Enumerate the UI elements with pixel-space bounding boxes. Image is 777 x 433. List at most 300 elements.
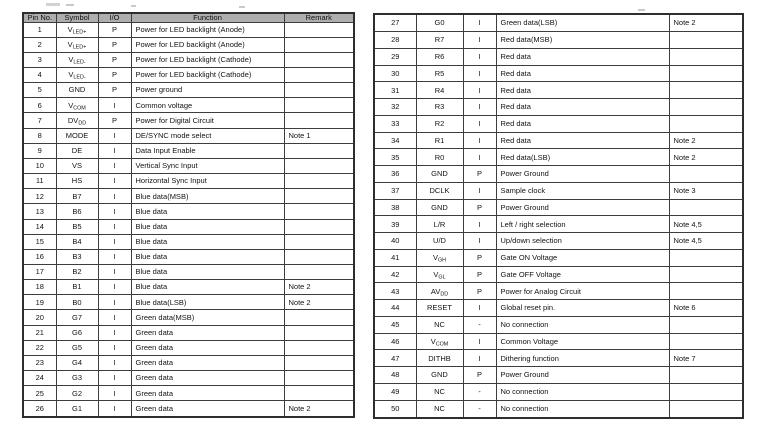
io-cell: I [98,325,131,340]
function-cell: Red data [496,99,669,116]
remark-cell [669,283,743,300]
pin-no-cell: 20 [23,310,56,325]
function-cell: Red data [496,132,669,149]
io-cell: I [98,219,131,234]
remark-cell [284,143,354,158]
symbol-cell: B6 [56,204,98,219]
symbol-cell: VS [56,158,98,173]
io-cell: I [98,234,131,249]
pin-no-cell: 45 [374,316,416,333]
pin-no-cell: 17 [23,265,56,280]
pin-no-cell: 37 [374,182,416,199]
function-cell: Blue data [131,249,284,264]
function-cell: Blue data [131,204,284,219]
io-cell: I [463,14,496,32]
remark-cell [669,65,743,82]
symbol-cell: GND [56,83,98,98]
pin-no-cell: 12 [23,189,56,204]
remark-cell [284,249,354,264]
io-cell: I [463,350,496,367]
symbol-cell: B4 [56,234,98,249]
remark-cell [284,52,354,67]
remark-cell [284,158,354,173]
remark-cell [284,219,354,234]
symbol-cell: B1 [56,280,98,295]
symbol-cell: L/R [416,216,463,233]
io-cell: - [463,316,496,333]
function-cell: Power for LED backlight (Anode) [131,37,284,52]
symbol-cell: R7 [416,32,463,49]
remark-cell [284,340,354,355]
pin-row [23,52,354,67]
io-cell: I [98,249,131,264]
pin-row [374,149,743,166]
pin-no-cell: 42 [374,266,416,283]
io-cell: I [463,48,496,65]
pin-no-cell: 14 [23,219,56,234]
function-cell: DE/SYNC mode select [131,128,284,143]
symbol-cell: HS [56,174,98,189]
pin-row [374,115,743,132]
function-cell: Green data [131,371,284,386]
symbol-cell: DCLK [416,182,463,199]
remark-cell: Note 7 [669,350,743,367]
symbol-cell: B5 [56,219,98,234]
remark-cell [669,383,743,400]
pin-no-cell: 29 [374,48,416,65]
pin-no-cell: 36 [374,166,416,183]
pin-row [23,325,354,340]
symbol-cell: G6 [56,325,98,340]
io-cell: I [98,174,131,189]
pin-no-cell: 50 [374,400,416,418]
function-cell: Red data [496,82,669,99]
io-cell: I [98,158,131,173]
io-cell: P [98,67,131,82]
pin-row [374,233,743,250]
remark-cell: Note 2 [669,14,743,32]
symbol-cell: R0 [416,149,463,166]
remark-cell [284,371,354,386]
pin-row [23,83,354,98]
pin-no-cell: 43 [374,283,416,300]
pin-row [374,216,743,233]
function-cell: Power for LED backlight (Cathode) [131,67,284,82]
function-cell: Blue data(LSB) [131,295,284,310]
pin-row [23,158,354,173]
pin-no-cell: 39 [374,216,416,233]
symbol-cell: $DV_{DD}$ [56,113,98,128]
function-cell: No connection [496,400,669,418]
function-cell: Blue data [131,280,284,295]
pin-no-cell: 26 [23,401,56,417]
pin-row [374,82,743,99]
io-cell: I [98,189,131,204]
remark-cell [284,355,354,370]
function-cell: Gate ON Voltage [496,249,669,266]
function-cell: Power for LED backlight (Cathode) [131,52,284,67]
pin-no-cell: 47 [374,350,416,367]
pin-row [374,249,743,266]
pin-no-cell: 9 [23,143,56,158]
symbol-cell: NC [416,316,463,333]
remark-cell: Note 4,5 [669,233,743,250]
pin-no-cell: 3 [23,52,56,67]
scan-artifact [46,3,60,6]
symbol-cell: $V_{LED+}$ [56,37,98,52]
pin-no-cell: 19 [23,295,56,310]
pin-no-cell: 25 [23,386,56,401]
io-cell: - [463,400,496,418]
symbol-cell: NC [416,400,463,418]
pin-row [23,280,354,295]
pin-no-cell: 33 [374,115,416,132]
remark-cell [284,204,354,219]
remark-cell [669,367,743,384]
symbol-cell: B0 [56,295,98,310]
symbol-cell: G0 [416,14,463,32]
pin-no-cell: 11 [23,174,56,189]
remark-cell [669,400,743,418]
pin-row [23,98,354,113]
symbol-cell: G4 [56,355,98,370]
symbol-cell: GND [416,199,463,216]
symbol-cell: B7 [56,189,98,204]
remark-cell [284,37,354,52]
io-cell: I [98,128,131,143]
col-header-pin: Pin No. [23,13,56,22]
io-cell: I [98,280,131,295]
pin-row [374,383,743,400]
pin-row [23,310,354,325]
pin-row [23,386,354,401]
function-cell: Vertical Sync Input [131,158,284,173]
function-cell: Common voltage [131,98,284,113]
pin-row [23,234,354,249]
remark-cell: Note 2 [669,149,743,166]
remark-cell [669,115,743,132]
remark-cell [669,266,743,283]
function-cell: Red data(LSB) [496,149,669,166]
pin-no-cell: 5 [23,83,56,98]
io-cell: P [98,83,131,98]
symbol-cell: NC [416,383,463,400]
symbol-cell: $AV_{DD}$ [416,283,463,300]
remark-cell [284,22,354,37]
pin-row [374,316,743,333]
symbol-cell: $V_{COM}$ [56,98,98,113]
pin-no-cell: 15 [23,234,56,249]
pin-row [23,340,354,355]
pin-no-cell: 27 [374,14,416,32]
remark-cell [669,48,743,65]
symbol-cell: G5 [56,340,98,355]
function-cell: Green data [131,340,284,355]
function-cell: Green data [131,355,284,370]
pin-table-body [374,14,743,418]
pin-no-cell: 21 [23,325,56,340]
pin-row [23,249,354,264]
scan-artifact [66,4,74,6]
io-cell: P [98,52,131,67]
pin-no-cell: 24 [23,371,56,386]
pin-no-cell: 23 [23,355,56,370]
function-cell: Power Ground [496,367,669,384]
scan-artifact [131,5,136,7]
remark-cell [284,98,354,113]
function-cell: Common Voltage [496,333,669,350]
symbol-cell: B3 [56,249,98,264]
remark-cell [284,83,354,98]
pin-row [23,67,354,82]
remark-cell [669,249,743,266]
pin-row [374,400,743,418]
pin-no-cell: 31 [374,82,416,99]
function-cell: Up/down selection [496,233,669,250]
io-cell: P [463,166,496,183]
remark-cell [284,265,354,280]
remark-cell [284,67,354,82]
function-cell: Global reset pin. [496,300,669,317]
symbol-cell: R2 [416,115,463,132]
pin-no-cell: 35 [374,149,416,166]
function-cell: Red data [496,48,669,65]
pin-row [374,266,743,283]
pin-no-cell: 1 [23,22,56,37]
pin-row [23,371,354,386]
symbol-cell: MODE [56,128,98,143]
pin-row [23,143,354,158]
io-cell: I [463,333,496,350]
function-cell: Green data [131,325,284,340]
symbol-cell: $V_{LED-}$ [56,67,98,82]
col-header-fn: Function [131,13,284,22]
symbol-cell: DITHB [416,350,463,367]
function-cell: No connection [496,383,669,400]
pin-assignment-table-left [22,12,355,418]
remark-cell [284,113,354,128]
remark-cell: Note 4,5 [669,216,743,233]
pin-no-cell: 10 [23,158,56,173]
symbol-cell: R1 [416,132,463,149]
io-cell: I [463,132,496,149]
pin-no-cell: 34 [374,132,416,149]
pin-no-cell: 18 [23,280,56,295]
io-cell: I [463,300,496,317]
symbol-cell: R3 [416,99,463,116]
pin-no-cell: 13 [23,204,56,219]
pin-row [374,132,743,149]
io-cell: P [463,266,496,283]
symbol-cell: $V_{LED+}$ [56,22,98,37]
io-cell: I [463,182,496,199]
symbol-cell: GND [416,367,463,384]
remark-cell [669,82,743,99]
io-cell: I [98,98,131,113]
pin-row [374,65,743,82]
pin-row [23,174,354,189]
pin-no-cell: 41 [374,249,416,266]
io-cell: I [98,340,131,355]
col-header-sym: Symbol [56,13,98,22]
function-cell: Red data [496,115,669,132]
symbol-cell: $V_{COM}$ [416,333,463,350]
function-cell: Blue data [131,219,284,234]
remark-cell [284,189,354,204]
io-cell: P [463,199,496,216]
pin-no-cell: 8 [23,128,56,143]
remark-cell: Note 3 [669,182,743,199]
pin-row [374,350,743,367]
pin-table-header-row [23,13,354,22]
remark-cell: Note 6 [669,300,743,317]
io-cell: I [98,401,131,417]
function-cell: Data Input Enable [131,143,284,158]
pin-row [23,401,354,417]
pin-row [374,32,743,49]
io-cell: I [98,371,131,386]
pin-assignment-table-right [373,13,744,419]
pin-no-cell: 22 [23,340,56,355]
function-cell: Power Ground [496,166,669,183]
symbol-cell: R4 [416,82,463,99]
io-cell: I [463,82,496,99]
function-cell: Green data(LSB) [496,14,669,32]
header-row [23,13,354,22]
remark-cell [284,386,354,401]
pin-row [374,182,743,199]
pin-row [374,199,743,216]
io-cell: I [463,115,496,132]
symbol-cell: G7 [56,310,98,325]
io-cell: P [98,37,131,52]
function-cell: Horizontal Sync Input [131,174,284,189]
symbol-cell: GND [416,166,463,183]
pin-row [23,204,354,219]
pin-row [374,14,743,32]
io-cell: I [98,310,131,325]
symbol-cell: R5 [416,65,463,82]
function-cell: Sample clock [496,182,669,199]
remark-cell [284,310,354,325]
function-cell: Power ground [131,83,284,98]
scan-artifact [239,6,245,8]
pin-row [23,265,354,280]
function-cell: Power for LED backlight (Anode) [131,22,284,37]
col-header-rem: Remark [284,13,354,22]
pin-row [374,367,743,384]
remark-cell: Note 2 [284,401,354,417]
io-cell: I [98,386,131,401]
function-cell: Red data [496,65,669,82]
function-cell: Power for Digital Circuit [131,113,284,128]
symbol-cell: G1 [56,401,98,417]
pin-row [374,166,743,183]
function-cell: Blue data(MSB) [131,189,284,204]
symbol-cell: B2 [56,265,98,280]
col-header-io: I/O [98,13,131,22]
pin-row [23,295,354,310]
pin-no-cell: 48 [374,367,416,384]
function-cell: Power Ground [496,199,669,216]
pin-row [23,113,354,128]
symbol-cell: U/D [416,233,463,250]
pin-no-cell: 2 [23,37,56,52]
function-cell: No connection [496,316,669,333]
remark-cell [284,174,354,189]
function-cell: Blue data [131,265,284,280]
remark-cell [284,325,354,340]
pin-no-cell: 38 [374,199,416,216]
function-cell: Green data [131,401,284,417]
function-cell: Left / right selection [496,216,669,233]
symbol-cell: G2 [56,386,98,401]
remark-cell [669,99,743,116]
pin-row [374,48,743,65]
pin-no-cell: 49 [374,383,416,400]
io-cell: P [463,283,496,300]
remark-cell [669,316,743,333]
function-cell: Power for Analog Circuit [496,283,669,300]
io-cell: I [98,295,131,310]
io-cell: - [463,383,496,400]
remark-cell: Note 2 [669,132,743,149]
pin-row [374,300,743,317]
pin-row [23,189,354,204]
io-cell: I [98,204,131,219]
pin-no-cell: 28 [374,32,416,49]
remark-cell [669,199,743,216]
symbol-cell: DE [56,143,98,158]
pin-no-cell: 6 [23,98,56,113]
function-cell: Red data(MSB) [496,32,669,49]
remark-cell [669,32,743,49]
symbol-cell: $V_{GL}$ [416,266,463,283]
remark-cell [669,166,743,183]
io-cell: I [463,65,496,82]
io-cell: I [463,32,496,49]
symbol-cell: $V_{GH}$ [416,249,463,266]
io-cell: I [463,216,496,233]
function-cell: Green data(MSB) [131,310,284,325]
remark-cell: Note 2 [284,295,354,310]
pin-row [374,333,743,350]
io-cell: I [463,149,496,166]
pin-row [23,355,354,370]
pin-row [374,99,743,116]
pin-no-cell: 46 [374,333,416,350]
pin-no-cell: 7 [23,113,56,128]
remark-cell [284,234,354,249]
io-cell: I [98,355,131,370]
symbol-cell: RESET [416,300,463,317]
io-cell: P [98,22,131,37]
symbol-cell: R6 [416,48,463,65]
remark-cell: Note 1 [284,128,354,143]
pin-no-cell: 30 [374,65,416,82]
io-cell: P [463,249,496,266]
io-cell: P [98,113,131,128]
pin-no-cell: 40 [374,233,416,250]
pin-no-cell: 16 [23,249,56,264]
symbol-cell: $V_{LED-}$ [56,52,98,67]
pin-no-cell: 32 [374,99,416,116]
remark-cell [669,333,743,350]
pin-row [23,22,354,37]
pin-no-cell: 4 [23,67,56,82]
pin-row [23,128,354,143]
io-cell: I [98,143,131,158]
